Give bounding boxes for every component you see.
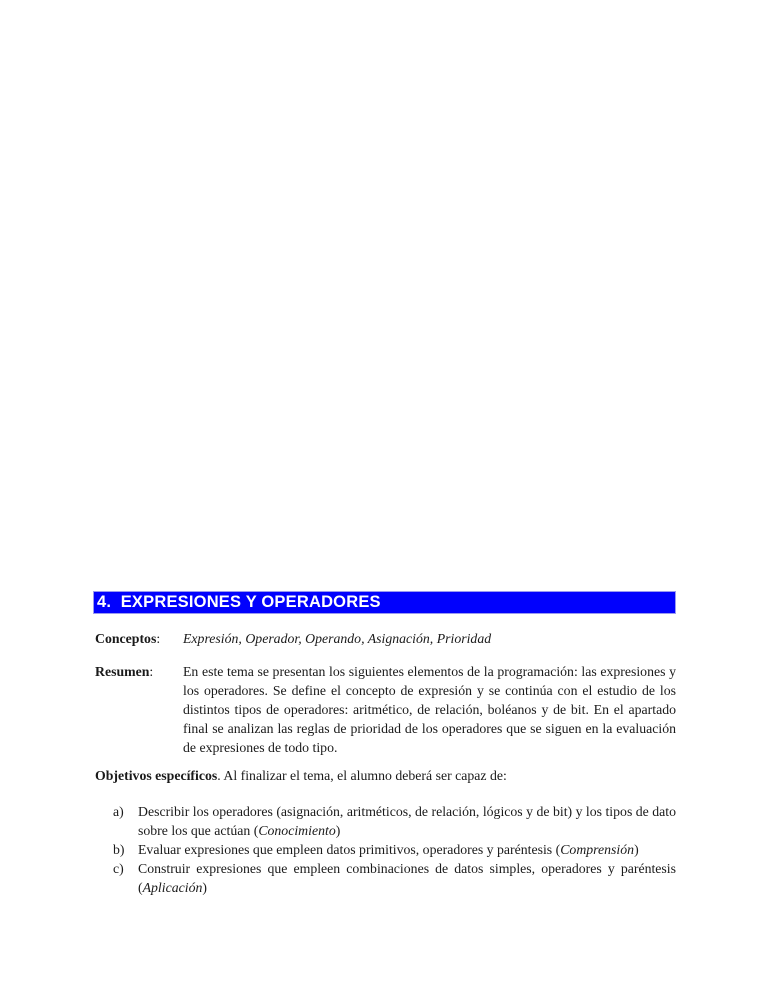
list-item-text: Evaluar expresiones que empleen datos primitivos, operadores y paréntesis (Comprensión)	[138, 842, 639, 857]
conceptos-row	[93, 629, 676, 648]
objectives-list	[93, 802, 676, 897]
list-item-marker: a)	[113, 804, 124, 819]
list-item-marker: b)	[113, 842, 125, 857]
emphasis-word: Aplicación	[142, 880, 203, 895]
section-title: 4. EXPRESIONES Y OPERADORES	[97, 593, 381, 611]
emphasis-word: Comprensión	[560, 842, 635, 857]
list-item	[93, 859, 676, 897]
list-item-marker: c)	[113, 861, 124, 876]
resumen-row	[93, 662, 676, 757]
conceptos-value: Expresión, Operador, Operando, Asignación, Prioridad	[183, 631, 492, 646]
objetivos-text: . Al finalizar el tema, el alumno deberá ser capaz de:	[217, 768, 507, 783]
resumen-text: En este tema se presentan los siguientes elementos de la programación: las expresiones y los operadores. Se define el concepto de expresión y se continúa con el estudio de los distintos tipos de operadores: aritmético, de relación, boléanos y de bit. En el apartado final se analizan las reglas de prioridad de los operadores que se siguen en la evaluación de expresiones de todo tipo.	[183, 664, 676, 755]
section-header-bar	[93, 591, 676, 614]
list-item-text: Construir expresiones que empleen combinaciones de datos simples, operadores y paréntesis (Aplicación)	[138, 861, 676, 895]
resumen-label: Resumen:	[95, 664, 154, 679]
list-item-text: Describir los operadores (asignación, aritméticos, de relación, lógicos y de bit) y los tipos de dato sobre los que actúan (Conocimiento)	[138, 804, 676, 838]
objetivos-label: Objetivos específicos	[95, 768, 218, 783]
list-item	[93, 802, 676, 840]
conceptos-label: Conceptos:	[95, 631, 161, 646]
page-content	[93, 591, 676, 897]
list-item	[93, 840, 676, 859]
emphasis-word: Conocimiento	[258, 823, 336, 838]
objetivos-heading	[93, 766, 676, 785]
